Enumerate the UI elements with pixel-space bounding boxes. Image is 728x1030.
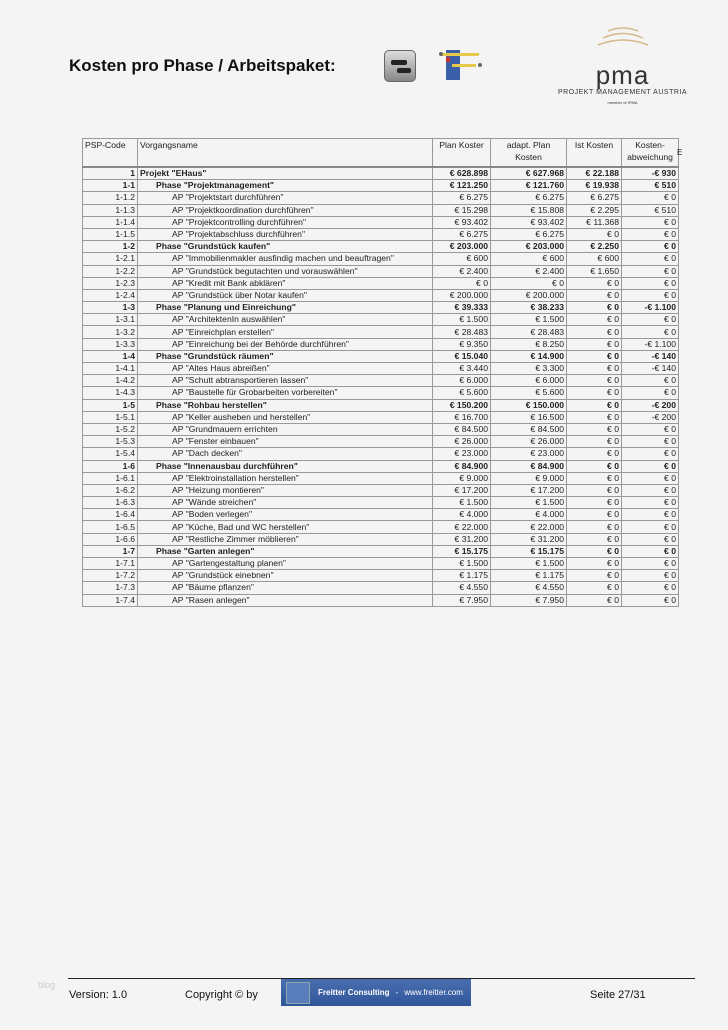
cell-kostenabweichung: € 0	[622, 570, 679, 582]
cell-psp-code: 1-1	[83, 180, 138, 192]
cell-kostenabweichung: € 0	[622, 216, 679, 228]
cell-psp-code: 1-7.4	[83, 594, 138, 606]
cell-vorgangsname: AP "Rasen anlegen"	[138, 594, 433, 606]
cell-vorgangsname: AP "Grundstück über Notar kaufen"	[138, 289, 433, 301]
cell-plan-kosten: € 1.500	[433, 497, 491, 509]
cell-kostenabweichung: € 0	[622, 472, 679, 484]
cell-adapt-plan-kosten: € 121.760	[491, 180, 567, 192]
cell-ist-kosten: € 1.650	[567, 265, 622, 277]
cell-kostenabweichung: € 0	[622, 277, 679, 289]
cell-adapt-plan-kosten: € 1.500	[491, 497, 567, 509]
col-ist-kosten: Ist Kosten	[567, 139, 622, 168]
table-row	[83, 265, 679, 277]
cell-plan-kosten: € 16.700	[433, 411, 491, 423]
cell-psp-code: 1-2.1	[83, 253, 138, 265]
cell-plan-kosten: € 15.175	[433, 545, 491, 557]
cost-table	[82, 138, 679, 607]
table-row	[83, 167, 679, 180]
cell-psp-code: 1-4	[83, 350, 138, 362]
cell-vorgangsname: AP "Heizung montieren"	[138, 484, 433, 496]
freitter-banner	[281, 979, 471, 1006]
cell-ist-kosten: € 0	[567, 545, 622, 557]
cell-ist-kosten: € 2.250	[567, 241, 622, 253]
cell-ist-kosten: € 0	[567, 350, 622, 362]
cell-ist-kosten: € 0	[567, 289, 622, 301]
cell-kostenabweichung: € 0	[622, 558, 679, 570]
cell-adapt-plan-kosten: € 23.000	[491, 448, 567, 460]
cell-kostenabweichung: € 0	[622, 533, 679, 545]
logo-subtitle: PROJEKT MANAGEMENT AUSTRIA	[557, 89, 688, 96]
book-pages-icon	[593, 25, 653, 47]
cell-vorgangsname: Phase "Grundstück räumen"	[138, 350, 433, 362]
cell-ist-kosten: € 0	[567, 338, 622, 350]
cell-psp-code: 1-2	[83, 241, 138, 253]
table-row	[83, 289, 679, 301]
cell-adapt-plan-kosten: € 6.275	[491, 228, 567, 240]
cell-ist-kosten: € 0	[567, 228, 622, 240]
gantt-app-icon	[384, 50, 416, 82]
cell-kostenabweichung: € 0	[622, 423, 679, 435]
cell-psp-code: 1-7.2	[83, 570, 138, 582]
cell-vorgangsname: AP "Elektroinstallation herstellen"	[138, 472, 433, 484]
cell-ist-kosten: € 0	[567, 558, 622, 570]
cell-psp-code: 1-7.1	[83, 558, 138, 570]
cell-psp-code: 1-5.4	[83, 448, 138, 460]
cell-vorgangsname: Phase "Planung und Einreichung"	[138, 302, 433, 314]
banner-company: Freitter Consulting	[318, 988, 390, 997]
cell-plan-kosten: € 9.000	[433, 472, 491, 484]
cell-adapt-plan-kosten: € 200.000	[491, 289, 567, 301]
cell-psp-code: 1-6	[83, 460, 138, 472]
cell-ist-kosten: € 0	[567, 326, 622, 338]
table-row	[83, 216, 679, 228]
cell-plan-kosten: € 17.200	[433, 484, 491, 496]
table-row	[83, 277, 679, 289]
cell-plan-kosten: € 15.040	[433, 350, 491, 362]
cell-vorgangsname: AP "Bäume pflanzen"	[138, 582, 433, 594]
cell-psp-code: 1-3.2	[83, 326, 138, 338]
cell-psp-code: 1-1.2	[83, 192, 138, 204]
cell-kostenabweichung: € 0	[622, 509, 679, 521]
cell-ist-kosten: € 0	[567, 363, 622, 375]
cell-ist-kosten: € 0	[567, 387, 622, 399]
cell-psp-code: 1-6.1	[83, 472, 138, 484]
cell-vorgangsname: AP "Küche, Bad und WC herstellen"	[138, 521, 433, 533]
cell-psp-code: 1-1.4	[83, 216, 138, 228]
cell-plan-kosten: € 22.000	[433, 521, 491, 533]
banner-separator: -	[395, 988, 399, 997]
cell-kostenabweichung: -€ 930	[622, 167, 679, 180]
cell-plan-kosten: € 1.500	[433, 314, 491, 326]
cell-ist-kosten: € 11.368	[567, 216, 622, 228]
cell-plan-kosten: € 26.000	[433, 436, 491, 448]
cell-vorgangsname: Phase "Projektmanagement"	[138, 180, 433, 192]
cell-psp-code: 1	[83, 167, 138, 180]
cell-psp-code: 1-6.4	[83, 509, 138, 521]
cell-ist-kosten: € 0	[567, 533, 622, 545]
cell-adapt-plan-kosten: € 15.175	[491, 545, 567, 557]
cell-ist-kosten: € 0	[567, 509, 622, 521]
cell-psp-code: 1-7	[83, 545, 138, 557]
cell-adapt-plan-kosten: € 5.600	[491, 387, 567, 399]
cell-adapt-plan-kosten: € 3.300	[491, 363, 567, 375]
table-row	[83, 411, 679, 423]
cell-ist-kosten: € 22.188	[567, 167, 622, 180]
table-row	[83, 484, 679, 496]
cell-kostenabweichung: € 0	[622, 484, 679, 496]
page-title: Kosten pro Phase / Arbeitspaket:	[69, 56, 336, 75]
cell-adapt-plan-kosten: € 31.200	[491, 533, 567, 545]
cell-ist-kosten: € 0	[567, 314, 622, 326]
cell-kostenabweichung: -€ 1.100	[622, 338, 679, 350]
cell-plan-kosten: € 203.000	[433, 241, 491, 253]
cell-adapt-plan-kosten: € 15.808	[491, 204, 567, 216]
cell-plan-kosten: € 1.500	[433, 558, 491, 570]
table-row	[83, 338, 679, 350]
cell-kostenabweichung: -€ 140	[622, 350, 679, 362]
cell-vorgangsname: Phase "Rohbau herstellen"	[138, 399, 433, 411]
project-plan-icon	[438, 48, 488, 80]
cell-plan-kosten: € 0	[433, 277, 491, 289]
cell-plan-kosten: € 4.000	[433, 509, 491, 521]
cell-vorgangsname: AP "Grundmauern errichten	[138, 423, 433, 435]
table-row	[83, 582, 679, 594]
table-row	[83, 302, 679, 314]
cell-adapt-plan-kosten: € 14.900	[491, 350, 567, 362]
table-row	[83, 472, 679, 484]
cell-plan-kosten: € 150.200	[433, 399, 491, 411]
cell-psp-code: 1-5.3	[83, 436, 138, 448]
cell-vorgangsname: AP "Keller ausheben und herstellen"	[138, 411, 433, 423]
cell-plan-kosten: € 31.200	[433, 533, 491, 545]
table-row	[83, 228, 679, 240]
banner-url: www.freitter.com	[404, 988, 463, 997]
cell-adapt-plan-kosten: € 93.402	[491, 216, 567, 228]
cell-ist-kosten: € 0	[567, 448, 622, 460]
table-row	[83, 497, 679, 509]
cell-psp-code: 1-7.3	[83, 582, 138, 594]
cell-vorgangsname: AP "Boden verlegen"	[138, 509, 433, 521]
col-kostenabweichung: Kosten-abweichung	[622, 139, 679, 168]
cell-plan-kosten: € 84.500	[433, 423, 491, 435]
cell-adapt-plan-kosten: € 84.500	[491, 423, 567, 435]
cell-plan-kosten: € 9.350	[433, 338, 491, 350]
cell-adapt-plan-kosten: € 4.000	[491, 509, 567, 521]
cell-plan-kosten: € 6.000	[433, 375, 491, 387]
cell-vorgangsname: AP "Altes Haus abreißen"	[138, 363, 433, 375]
cell-ist-kosten: € 0	[567, 277, 622, 289]
cell-ist-kosten: € 0	[567, 497, 622, 509]
cell-vorgangsname: AP "Gartengestaltung planen"	[138, 558, 433, 570]
copyright-label: Copyright © by	[185, 989, 258, 1001]
cell-kostenabweichung: € 0	[622, 521, 679, 533]
cell-psp-code: 1-2.3	[83, 277, 138, 289]
cell-vorgangsname: AP "Projektstart durchführen"	[138, 192, 433, 204]
cell-adapt-plan-kosten: € 600	[491, 253, 567, 265]
cell-adapt-plan-kosten: € 16.500	[491, 411, 567, 423]
cell-adapt-plan-kosten: € 8.250	[491, 338, 567, 350]
cell-kostenabweichung: € 0	[622, 460, 679, 472]
cell-kostenabweichung: € 510	[622, 180, 679, 192]
col-adapt-plan-kosten: adapt. Plan Kosten	[491, 139, 567, 168]
cell-plan-kosten: € 23.000	[433, 448, 491, 460]
cell-vorgangsname: AP "Wände streichen"	[138, 497, 433, 509]
cell-adapt-plan-kosten: € 38.233	[491, 302, 567, 314]
cell-kostenabweichung: € 0	[622, 594, 679, 606]
table-row	[83, 253, 679, 265]
cell-adapt-plan-kosten: € 203.000	[491, 241, 567, 253]
cell-ist-kosten: € 0	[567, 521, 622, 533]
table-row	[83, 545, 679, 557]
freitter-logo-icon	[286, 982, 310, 1004]
cell-adapt-plan-kosten: € 1.500	[491, 314, 567, 326]
table-row	[83, 350, 679, 362]
cell-adapt-plan-kosten: € 28.483	[491, 326, 567, 338]
logo-text: pma	[595, 60, 650, 90]
cell-adapt-plan-kosten: € 9.000	[491, 472, 567, 484]
cell-plan-kosten: € 6.275	[433, 228, 491, 240]
table-row	[83, 363, 679, 375]
page-number: Seite 27/31	[590, 989, 646, 1001]
cell-kostenabweichung: € 510	[622, 204, 679, 216]
cell-ist-kosten: € 0	[567, 484, 622, 496]
cell-psp-code: 1-1.5	[83, 228, 138, 240]
table-row	[83, 460, 679, 472]
cell-ist-kosten: € 600	[567, 253, 622, 265]
cell-kostenabweichung: -€ 140	[622, 363, 679, 375]
watermark: blog	[38, 980, 56, 990]
table-row	[83, 387, 679, 399]
cell-vorgangsname: AP "Projektcontrolling durchführen"	[138, 216, 433, 228]
cell-kostenabweichung: € 0	[622, 314, 679, 326]
table-row	[83, 533, 679, 545]
table-row	[83, 192, 679, 204]
cell-adapt-plan-kosten: € 26.000	[491, 436, 567, 448]
cell-kostenabweichung: -€ 200	[622, 399, 679, 411]
cell-kostenabweichung: € 0	[622, 545, 679, 557]
cell-psp-code: 1-4.2	[83, 375, 138, 387]
cell-plan-kosten: € 3.440	[433, 363, 491, 375]
cell-vorgangsname: AP "Baustelle für Grobarbeiten vorbereiten"	[138, 387, 433, 399]
cell-plan-kosten: € 628.898	[433, 167, 491, 180]
cell-adapt-plan-kosten: € 17.200	[491, 484, 567, 496]
cell-plan-kosten: € 28.483	[433, 326, 491, 338]
cell-adapt-plan-kosten: € 22.000	[491, 521, 567, 533]
cell-psp-code: 1-5	[83, 399, 138, 411]
cell-psp-code: 1-1.3	[83, 204, 138, 216]
cell-plan-kosten: € 4.550	[433, 582, 491, 594]
cell-vorgangsname: AP "Restliche Zimmer möblieren"	[138, 533, 433, 545]
cell-ist-kosten: € 0	[567, 582, 622, 594]
cell-kostenabweichung: € 0	[622, 387, 679, 399]
table-row	[83, 448, 679, 460]
cell-ist-kosten: € 0	[567, 436, 622, 448]
cell-ist-kosten: € 0	[567, 375, 622, 387]
cell-vorgangsname: AP "Projektabschluss durchführen"	[138, 228, 433, 240]
cell-plan-kosten: € 93.402	[433, 216, 491, 228]
cell-adapt-plan-kosten: € 0	[491, 277, 567, 289]
cell-ist-kosten: € 0	[567, 460, 622, 472]
cell-ist-kosten: € 0	[567, 411, 622, 423]
table-row	[83, 521, 679, 533]
cell-kostenabweichung: € 0	[622, 582, 679, 594]
pma-logo	[555, 25, 690, 105]
table-row	[83, 375, 679, 387]
cell-kostenabweichung: -€ 1.100	[622, 302, 679, 314]
cell-vorgangsname: AP "Einreichplan erstellen"	[138, 326, 433, 338]
cell-psp-code: 1-6.5	[83, 521, 138, 533]
table-row	[83, 594, 679, 606]
cell-psp-code: 1-3	[83, 302, 138, 314]
cell-adapt-plan-kosten: € 2.400	[491, 265, 567, 277]
cell-vorgangsname: Projekt "EHaus"	[138, 167, 433, 180]
cell-adapt-plan-kosten: € 1.175	[491, 570, 567, 582]
cell-psp-code: 1-5.2	[83, 423, 138, 435]
cell-plan-kosten: € 121.250	[433, 180, 491, 192]
cell-adapt-plan-kosten: € 1.500	[491, 558, 567, 570]
table-row	[83, 314, 679, 326]
cell-psp-code: 1-5.1	[83, 411, 138, 423]
table-row	[83, 326, 679, 338]
cell-adapt-plan-kosten: € 627.968	[491, 167, 567, 180]
cell-plan-kosten: € 600	[433, 253, 491, 265]
cell-ist-kosten: € 6.275	[567, 192, 622, 204]
cell-kostenabweichung: -€ 200	[622, 411, 679, 423]
cell-ist-kosten: € 0	[567, 423, 622, 435]
cell-kostenabweichung: € 0	[622, 289, 679, 301]
cell-kostenabweichung: € 0	[622, 265, 679, 277]
cell-vorgangsname: AP "Einreichung bei der Behörde durchführen"	[138, 338, 433, 350]
cell-kostenabweichung: € 0	[622, 326, 679, 338]
cell-vorgangsname: AP "Kredit mit Bank abklären"	[138, 277, 433, 289]
cell-psp-code: 1-6.6	[83, 533, 138, 545]
cell-vorgangsname: AP "Dach decken"	[138, 448, 433, 460]
table-row	[83, 241, 679, 253]
cell-vorgangsname: AP "Fenster einbauen"	[138, 436, 433, 448]
table-row	[83, 509, 679, 521]
cell-vorgangsname: AP "Grundstück begutachten und vorauswählen"	[138, 265, 433, 277]
cell-plan-kosten: € 7.950	[433, 594, 491, 606]
table-row	[83, 570, 679, 582]
cell-plan-kosten: € 200.000	[433, 289, 491, 301]
cell-plan-kosten: € 84.900	[433, 460, 491, 472]
cell-kostenabweichung: € 0	[622, 448, 679, 460]
table-header	[83, 139, 679, 168]
cell-adapt-plan-kosten: € 4.550	[491, 582, 567, 594]
cell-ist-kosten: € 0	[567, 302, 622, 314]
cell-psp-code: 1-4.3	[83, 387, 138, 399]
table-row	[83, 204, 679, 216]
table-row	[83, 399, 679, 411]
cell-plan-kosten: € 39.333	[433, 302, 491, 314]
cell-vorgangsname: AP "ArchitektenIn auswählen"	[138, 314, 433, 326]
cell-psp-code: 1-3.1	[83, 314, 138, 326]
logo-tagline: member of IPMA	[607, 100, 638, 105]
cell-kostenabweichung: € 0	[622, 436, 679, 448]
cell-psp-code: 1-3.3	[83, 338, 138, 350]
cell-ist-kosten: € 0	[567, 594, 622, 606]
cell-vorgangsname: Phase "Garten anlegen"	[138, 545, 433, 557]
col-psp-code: PSP-Code	[83, 139, 138, 168]
cell-plan-kosten: € 5.600	[433, 387, 491, 399]
table-row	[83, 436, 679, 448]
cell-kostenabweichung: € 0	[622, 375, 679, 387]
cell-plan-kosten: € 2.400	[433, 265, 491, 277]
table-row	[83, 558, 679, 570]
cell-plan-kosten: € 1.175	[433, 570, 491, 582]
cell-vorgangsname: Phase "Grundstück kaufen"	[138, 241, 433, 253]
cell-ist-kosten: € 2.295	[567, 204, 622, 216]
cell-ist-kosten: € 0	[567, 472, 622, 484]
table-row	[83, 423, 679, 435]
cell-adapt-plan-kosten: € 6.000	[491, 375, 567, 387]
col-vorgangsname: Vorgangsname	[138, 139, 433, 168]
cell-kostenabweichung: € 0	[622, 228, 679, 240]
version-label: Version: 1.0	[69, 989, 128, 1001]
cell-vorgangsname: AP "Schutt abtransportieren lassen"	[138, 375, 433, 387]
cell-kostenabweichung: € 0	[622, 241, 679, 253]
cell-ist-kosten: € 19.938	[567, 180, 622, 192]
cell-vorgangsname: AP "Projektkoordination durchführen"	[138, 204, 433, 216]
table-row	[83, 180, 679, 192]
cell-adapt-plan-kosten: € 7.950	[491, 594, 567, 606]
cell-ist-kosten: € 0	[567, 399, 622, 411]
cell-kostenabweichung: € 0	[622, 253, 679, 265]
cell-psp-code: 1-2.2	[83, 265, 138, 277]
cell-vorgangsname: AP "Immobilienmakler ausfindig machen und beauftragen"	[138, 253, 433, 265]
cell-plan-kosten: € 6.275	[433, 192, 491, 204]
cell-psp-code: 1-6.3	[83, 497, 138, 509]
cell-psp-code: 1-6.2	[83, 484, 138, 496]
cell-kostenabweichung: € 0	[622, 192, 679, 204]
cell-adapt-plan-kosten: € 150.000	[491, 399, 567, 411]
cell-psp-code: 1-4.1	[83, 363, 138, 375]
cell-psp-code: 1-2.4	[83, 289, 138, 301]
col-plan-kosten: Plan Koster	[433, 139, 491, 168]
cell-adapt-plan-kosten: € 6.275	[491, 192, 567, 204]
cell-vorgangsname: Phase "Innenausbau durchführen"	[138, 460, 433, 472]
cell-plan-kosten: € 15.298	[433, 204, 491, 216]
cell-vorgangsname: AP "Grundstück einebnen"	[138, 570, 433, 582]
cut-column-header: E	[677, 148, 683, 157]
cell-ist-kosten: € 0	[567, 570, 622, 582]
cell-kostenabweichung: € 0	[622, 497, 679, 509]
cell-adapt-plan-kosten: € 84.900	[491, 460, 567, 472]
